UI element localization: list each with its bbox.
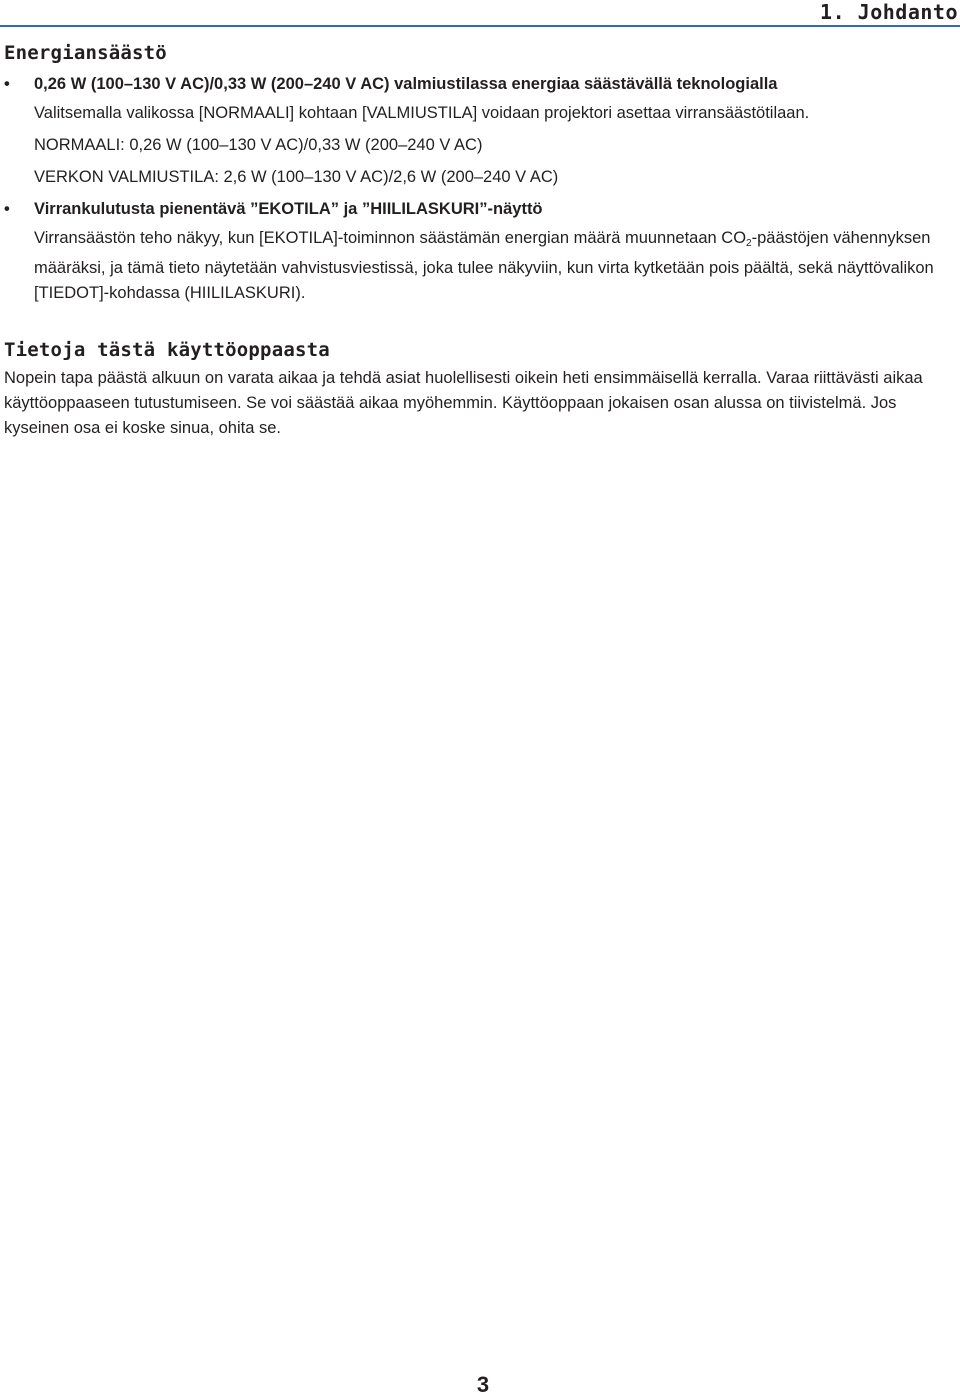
standby-description: Valitsemalla valikossa [NORMAALI] kohtaan [VALMIUSTILA] voidaan projektori asettaa virransäästötilaan. xyxy=(34,104,810,122)
page-number: 3 xyxy=(476,1372,490,1397)
energy-bullet-standby xyxy=(4,73,958,95)
energy-section-heading: Energiansäästö xyxy=(4,42,167,64)
guide-section-heading: Tietoja tästä käyttöoppaasta xyxy=(4,339,330,361)
guide-paragraph: Nopein tapa päästä alkuun on varata aikaa ja tehdä asiat huolellisesti oikein heti ensimmäisellä kerralla. Varaa riittävästi aikaa käyttöoppaaseen tutustumiseen. Se voi säästää aikaa myöhemmin. Käyttöoppaan jokaisen osan alussa on tiivistelmä. Jos kyseinen osa ei koske sinua, ohita se. xyxy=(4,369,923,437)
standby-network-value: VERKON VALMIUSTILA: 2,6 W (100–130 V AC)/2,6 W (200–240 V AC) xyxy=(34,168,559,186)
eco-description-start: Virransäästön teho näkyy, kun [EKOTILA]-toiminnon säästämän energian määrä muunnetaan CO xyxy=(34,229,747,247)
co2-subscript: 2 xyxy=(746,238,752,249)
standby-normal-value: NORMAALI: 0,26 W (100–130 V AC)/0,33 W (200–240 V AC) xyxy=(34,136,483,154)
eco-description xyxy=(4,226,958,306)
bullet-title-standby: 0,26 W (100–130 V AC)/0,33 W (200–240 V AC) valmiustilassa energiaa säästävällä teknologialla xyxy=(34,75,778,93)
bullet-icon: • xyxy=(4,200,10,218)
bullet-title-eco: Virrankulutusta pienentävä ”EKOTILA” ja ”HIILILASKURI”-näyttö xyxy=(34,200,543,218)
bullet-icon: • xyxy=(4,75,10,93)
chapter-header xyxy=(0,0,960,26)
eco-description-end: -päästöjen vähennyksen määräksi, ja tämä tieto näytetään vahvistusviestissä, joka tulee näkyviin, kun virta kytketään pois päältä, sekä näyttövalikon [TIEDOT]-kohdassa (HIILILASKURI). xyxy=(34,229,934,302)
guide-section xyxy=(4,338,958,441)
chapter-rule xyxy=(0,25,960,27)
energy-bullet-eco xyxy=(4,198,958,220)
chapter-title: 1. Johdanto xyxy=(820,0,958,24)
energy-section xyxy=(4,41,958,306)
